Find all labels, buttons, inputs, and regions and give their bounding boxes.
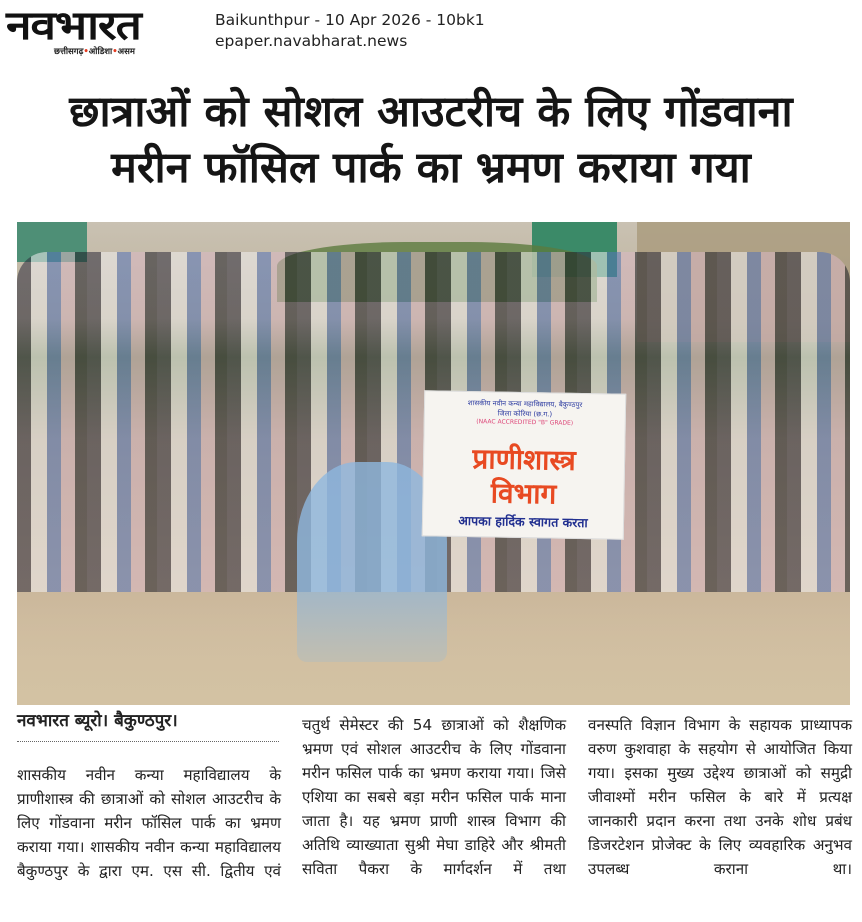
headline-line: छात्राओं को सोशल आउटरीच के लिए गोंडवाना xyxy=(69,87,793,137)
headline xyxy=(0,84,862,196)
headline-line: मरीन फॉसिल पार्क का भ्रमण कराया गया xyxy=(111,143,751,193)
banner-district: जिला कोरिया (छ.ग.) xyxy=(497,409,553,419)
banner-welcome: आपका हार्दिक स्वागत करता xyxy=(458,512,588,531)
banner-naac: (NAAC ACCREDITED "B" GRADE) xyxy=(476,418,574,427)
logo-state: असम xyxy=(117,47,135,57)
logo-state: ओडिशा xyxy=(88,47,113,57)
logo-states: छत्तीसगढ़•ओडिशा•असम xyxy=(54,47,135,57)
article-column-2: चतुर्थ सेमेस्टर की 54 छात्राओं को शैक्षणिक भ्रमण एवं सोशल आउटरीच के लिए गोंडवाना मरीन फसिल पार्क का भ्रमण कराया गया। जिसे एशिया का सबसे बड़ा मरीन फसिल पार्क माना जाता है। यह भ्रमण प्राणी शास्त्र विभाग की अतिथि व्याख्याता सुश्री मेघा डाहिरे और श्रीमती सविता पैकरा के मार्गदर्शन में तथा xyxy=(302,716,566,878)
logo-wordmark: नवभारत xyxy=(6,3,141,49)
newspaper-logo xyxy=(6,4,196,62)
edition-info xyxy=(215,10,485,52)
edition-line: Baikunthpur - 10 Apr 2026 - 10bk1 xyxy=(215,11,485,29)
article-column-3: वनस्पति विज्ञान विभाग के सहायक प्राध्यापक वरुण कुशवाहा के सहयोग से आयोजित किया गया। इसका मुख्य उद्देश्य छात्राओं को समुद्री जीवाश्मों मरीन फसिल के बारे में प्रत्यक्ष जानकारी प्रदान करना तथा उनके शोध प्रबंध डिजरटेशन प्रोजेक्ट के लिए व्यवहारिक अनुभव उपलब्ध कराना था। xyxy=(588,716,852,878)
banner-department: विभाग xyxy=(490,476,557,511)
group-photo xyxy=(17,222,850,705)
banner-college: शासकीय नवीन कन्या महाविद्यालय, बैकुण्ठपुर xyxy=(467,399,583,410)
logo-state: छत्तीसगढ़ xyxy=(54,47,84,57)
website-link[interactable]: epaper.navabharat.news xyxy=(215,32,408,50)
byline-divider xyxy=(17,741,279,742)
article-column-1: शासकीय नवीन कन्या महाविद्यालय के प्राणीशास्त्र की छात्राओं को सोशल आउटरीच के लिए गोंडवाना मरीन फॉसिल पार्क का भ्रमण कराया गया। शासकीय नवीन कन्या महाविद्यालय बैकुण्ठपुर के द्वारा एम. एस सी. द्वितीय एवं xyxy=(17,766,281,880)
banner-department: प्राणीशास्त्र xyxy=(472,442,577,477)
byline: नवभारत ब्यूरो। बैकुण्ठपुर। xyxy=(17,711,178,731)
department-banner xyxy=(422,390,627,540)
